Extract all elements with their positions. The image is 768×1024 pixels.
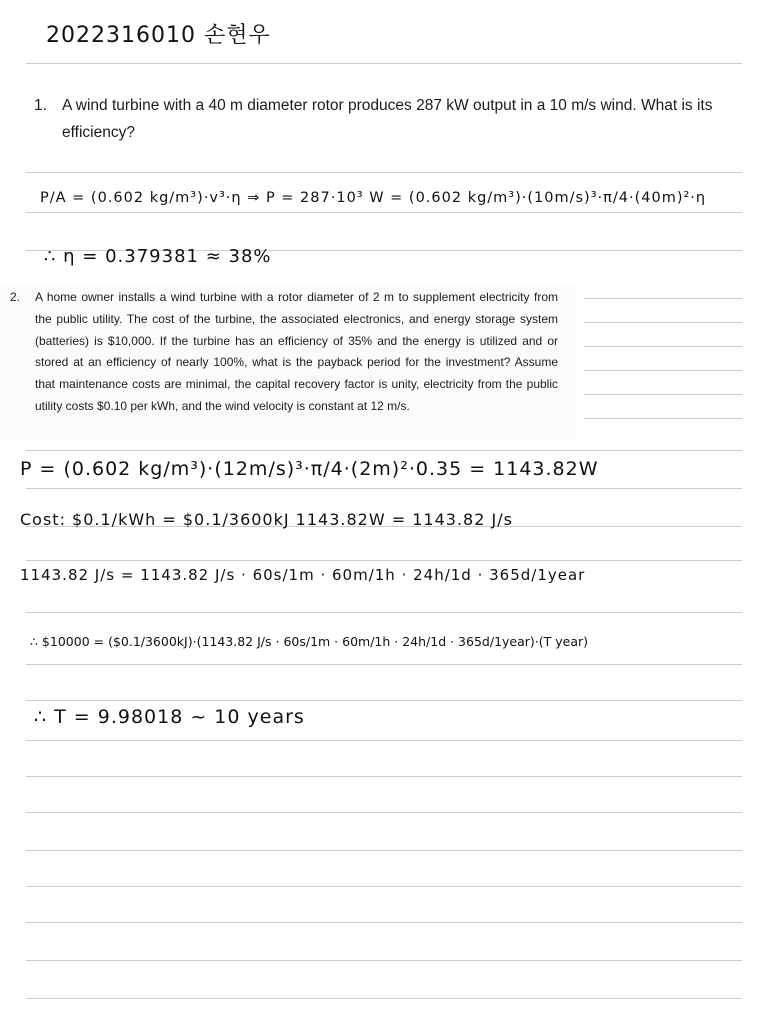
answer-2-line-2: Cost: $0.1/kWh = $0.1/3600kJ 1143.82W = 1143.82 J/s xyxy=(20,510,513,529)
ruled-line xyxy=(26,560,742,561)
answer-1-line-2: ∴ η = 0.379381 ≈ 38% xyxy=(44,246,272,267)
question-number: 1. xyxy=(34,97,47,114)
question-1 xyxy=(34,92,744,146)
ruled-line xyxy=(26,850,742,851)
ruled-line xyxy=(26,886,742,887)
answer-2-line-3: 1143.82 J/s = 1143.82 J/s · 60s/1m · 60m/1h · 24h/1d · 365d/1year xyxy=(20,566,586,584)
answer-2-line-5: ∴ T = 9.98018 ~ 10 years xyxy=(34,706,305,728)
student-id-name: 2022316010 손현우 xyxy=(46,23,271,48)
question-2 xyxy=(10,287,558,418)
ruled-line xyxy=(26,998,742,999)
question-text: A home owner installs a wind turbine with a rotor diameter of 2 m to supplement electricity from the public utility. The cost of the turbine, the associated electronics, and energy storage system (batteries) is $10,000. If the turbine has an efficiency of 35% and the energy is utilized and or stored at an efficiency of nearly 100%, what is the payback period for the investment? Assume that maintenance costs are minimal, the capital recovery factor is unity, electricity from the public utility costs $0.10 per kWh, and the wind velocity is constant at 12 m/s. xyxy=(35,290,558,413)
ruled-line xyxy=(26,212,742,213)
ruled-line xyxy=(26,450,742,451)
ruled-line xyxy=(26,664,742,665)
ruled-line xyxy=(584,346,742,347)
ruled-line xyxy=(584,418,742,419)
ruled-line xyxy=(26,172,742,173)
ruled-line xyxy=(584,370,742,371)
ruled-line xyxy=(584,322,742,323)
ruled-line xyxy=(26,960,742,961)
ruled-line xyxy=(26,740,742,741)
ruled-line xyxy=(584,298,742,299)
ruled-line xyxy=(26,488,742,489)
ruled-line xyxy=(26,63,742,64)
answer-2-line-4: ∴ $10000 = ($0.1/3600kJ)·(1143.82 J/s · 60s/1m · 60m/1h · 24h/1d · 365d/1year)·(T year) xyxy=(30,634,589,649)
ruled-line xyxy=(26,812,742,813)
ruled-line xyxy=(26,922,742,923)
ruled-line xyxy=(26,612,742,613)
question-number: 2. xyxy=(10,290,21,304)
ruled-line xyxy=(26,700,742,701)
answer-1-line-1: P/A = (0.602 kg/m³)·v³·η ⇒ P = 287·10³ W = (0.602 kg/m³)·(10m/s)³·π/4·(40m)²·η xyxy=(40,190,707,206)
question-text: A wind turbine with a 40 m diameter rotor produces 287 kW output in a 10 m/s wind. What is its efficiency? xyxy=(62,97,713,141)
ruled-line xyxy=(26,776,742,777)
ruled-line xyxy=(584,394,742,395)
answer-2-line-1: P = (0.602 kg/m³)·(12m/s)³·π/4·(2m)²·0.35 = 1143.82W xyxy=(20,458,599,480)
